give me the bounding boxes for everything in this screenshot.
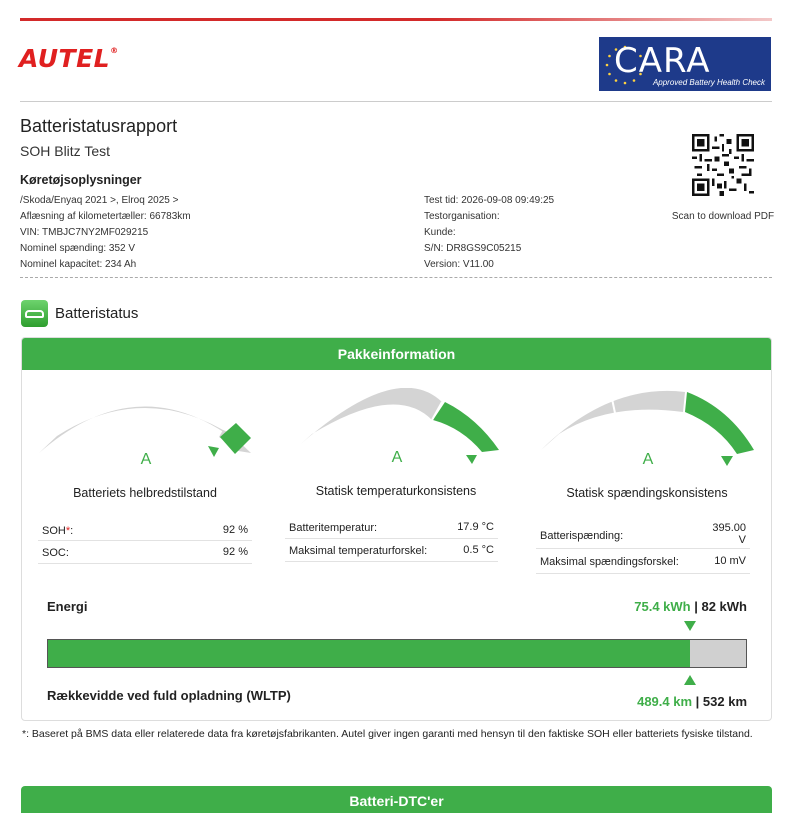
max-temp-diff-value: 0.5 °C <box>463 544 494 556</box>
max-voltage-diff-value: 10 mV <box>714 555 746 567</box>
energy-bar <box>47 639 747 668</box>
software-version: Version: V11.00 <box>424 259 494 270</box>
energy-label: Energi <box>47 599 88 614</box>
soh-row <box>38 520 252 541</box>
max-voltage-diff-key: Maksimal spændingsforskel: <box>540 556 679 568</box>
max-temp-diff-key: Maksimal temperaturforskel: <box>289 545 428 557</box>
temp-diff-row <box>285 539 498 562</box>
pack-info-header: Pakkeinformation <box>22 338 771 370</box>
soc-value: 92 % <box>222 546 248 558</box>
info-divider <box>20 277 772 278</box>
test-time: Test tid: 2026-09-08 09:49:25 <box>424 195 555 206</box>
temperature-gauge-label: Statisk temperaturkonsistens <box>315 484 477 498</box>
voltage-row <box>536 520 750 549</box>
cara-subtitle: Approved Battery Health Check <box>652 78 765 87</box>
temp-row <box>285 517 498 539</box>
temperature-table <box>285 517 498 562</box>
voltage-grade: A <box>642 451 654 468</box>
voltage-table <box>536 520 750 574</box>
voltage-diff-row <box>536 549 750 574</box>
cara-badge <box>599 37 771 91</box>
top-accent-line <box>20 18 772 21</box>
qr-caption: Scan to download PDF <box>671 211 775 222</box>
nominal-capacity: Nominel kapacitet: 234 Ah <box>20 259 137 270</box>
report-subtitle: SOH Blitz Test <box>20 143 110 159</box>
soc-key: SOC: <box>42 547 69 559</box>
temperature-grade: A <box>391 449 403 466</box>
energy-bar-fill <box>48 640 690 667</box>
soc-row <box>38 541 252 564</box>
nominal-voltage: Nominel spænding: 352 V <box>20 243 136 254</box>
range-label: Rækkevidde ved fuld opladning (WLTP) <box>47 688 291 703</box>
battery-temp-key: Batteritemperatur: <box>289 522 378 534</box>
soh-gauge-label: Batteriets helbredstilstand <box>73 486 217 500</box>
battery-voltage-value: 395.00 V <box>712 522 746 546</box>
autel-logo: AUTEL® <box>19 44 119 73</box>
voltage-gauge-label: Statisk spændingskonsistens <box>566 486 728 500</box>
test-organisation: Testorganisation: <box>424 211 500 222</box>
energy-value: 75.4 kWh | 82 kWh <box>634 599 747 614</box>
range-value: 489.4 km | 532 km <box>637 694 747 709</box>
customer: Kunde: <box>424 227 456 238</box>
cara-title: CARA <box>614 41 711 81</box>
section-title: Batteristatus <box>55 305 139 322</box>
qr-code-icon[interactable] <box>692 134 754 196</box>
vehicle-info-heading: Køretøjsoplysninger <box>20 173 142 187</box>
vehicle-info <box>20 193 191 273</box>
range-marker-icon <box>684 675 696 685</box>
battery-voltage-key: Batterispænding: <box>540 530 624 542</box>
vin: VIN: TMBJC7NY2MF029215 <box>20 227 149 238</box>
vehicle-model: /Skoda/Enyaq 2021 >, Elroq 2025 > <box>20 195 179 206</box>
soh-key: SOH*: <box>42 525 74 537</box>
footnote: *: Baseret på BMS data eller relaterede data fra køretøjsfabrikanten. Autel giver ingen garanti med hensyn til den faktiske SOH eller batteriets fysiske tilstand. <box>22 728 753 740</box>
test-info <box>424 193 554 273</box>
battery-temp-value: 17.9 °C <box>457 521 494 533</box>
energy-marker-icon <box>684 621 696 631</box>
serial-number: S/N: DR8GS9C05215 <box>424 243 522 254</box>
soh-grade: A <box>140 451 152 468</box>
report-title: Batteristatusrapport <box>20 116 178 136</box>
soh-value: 92 % <box>222 524 248 536</box>
soh-table <box>38 520 252 564</box>
header-divider <box>20 101 772 102</box>
car-battery-icon <box>21 300 48 327</box>
odometer-reading: Aflæsning af kilometertæller: 66783km <box>20 211 191 222</box>
battery-dtc-header: Batteri-DTC'er <box>21 786 772 813</box>
